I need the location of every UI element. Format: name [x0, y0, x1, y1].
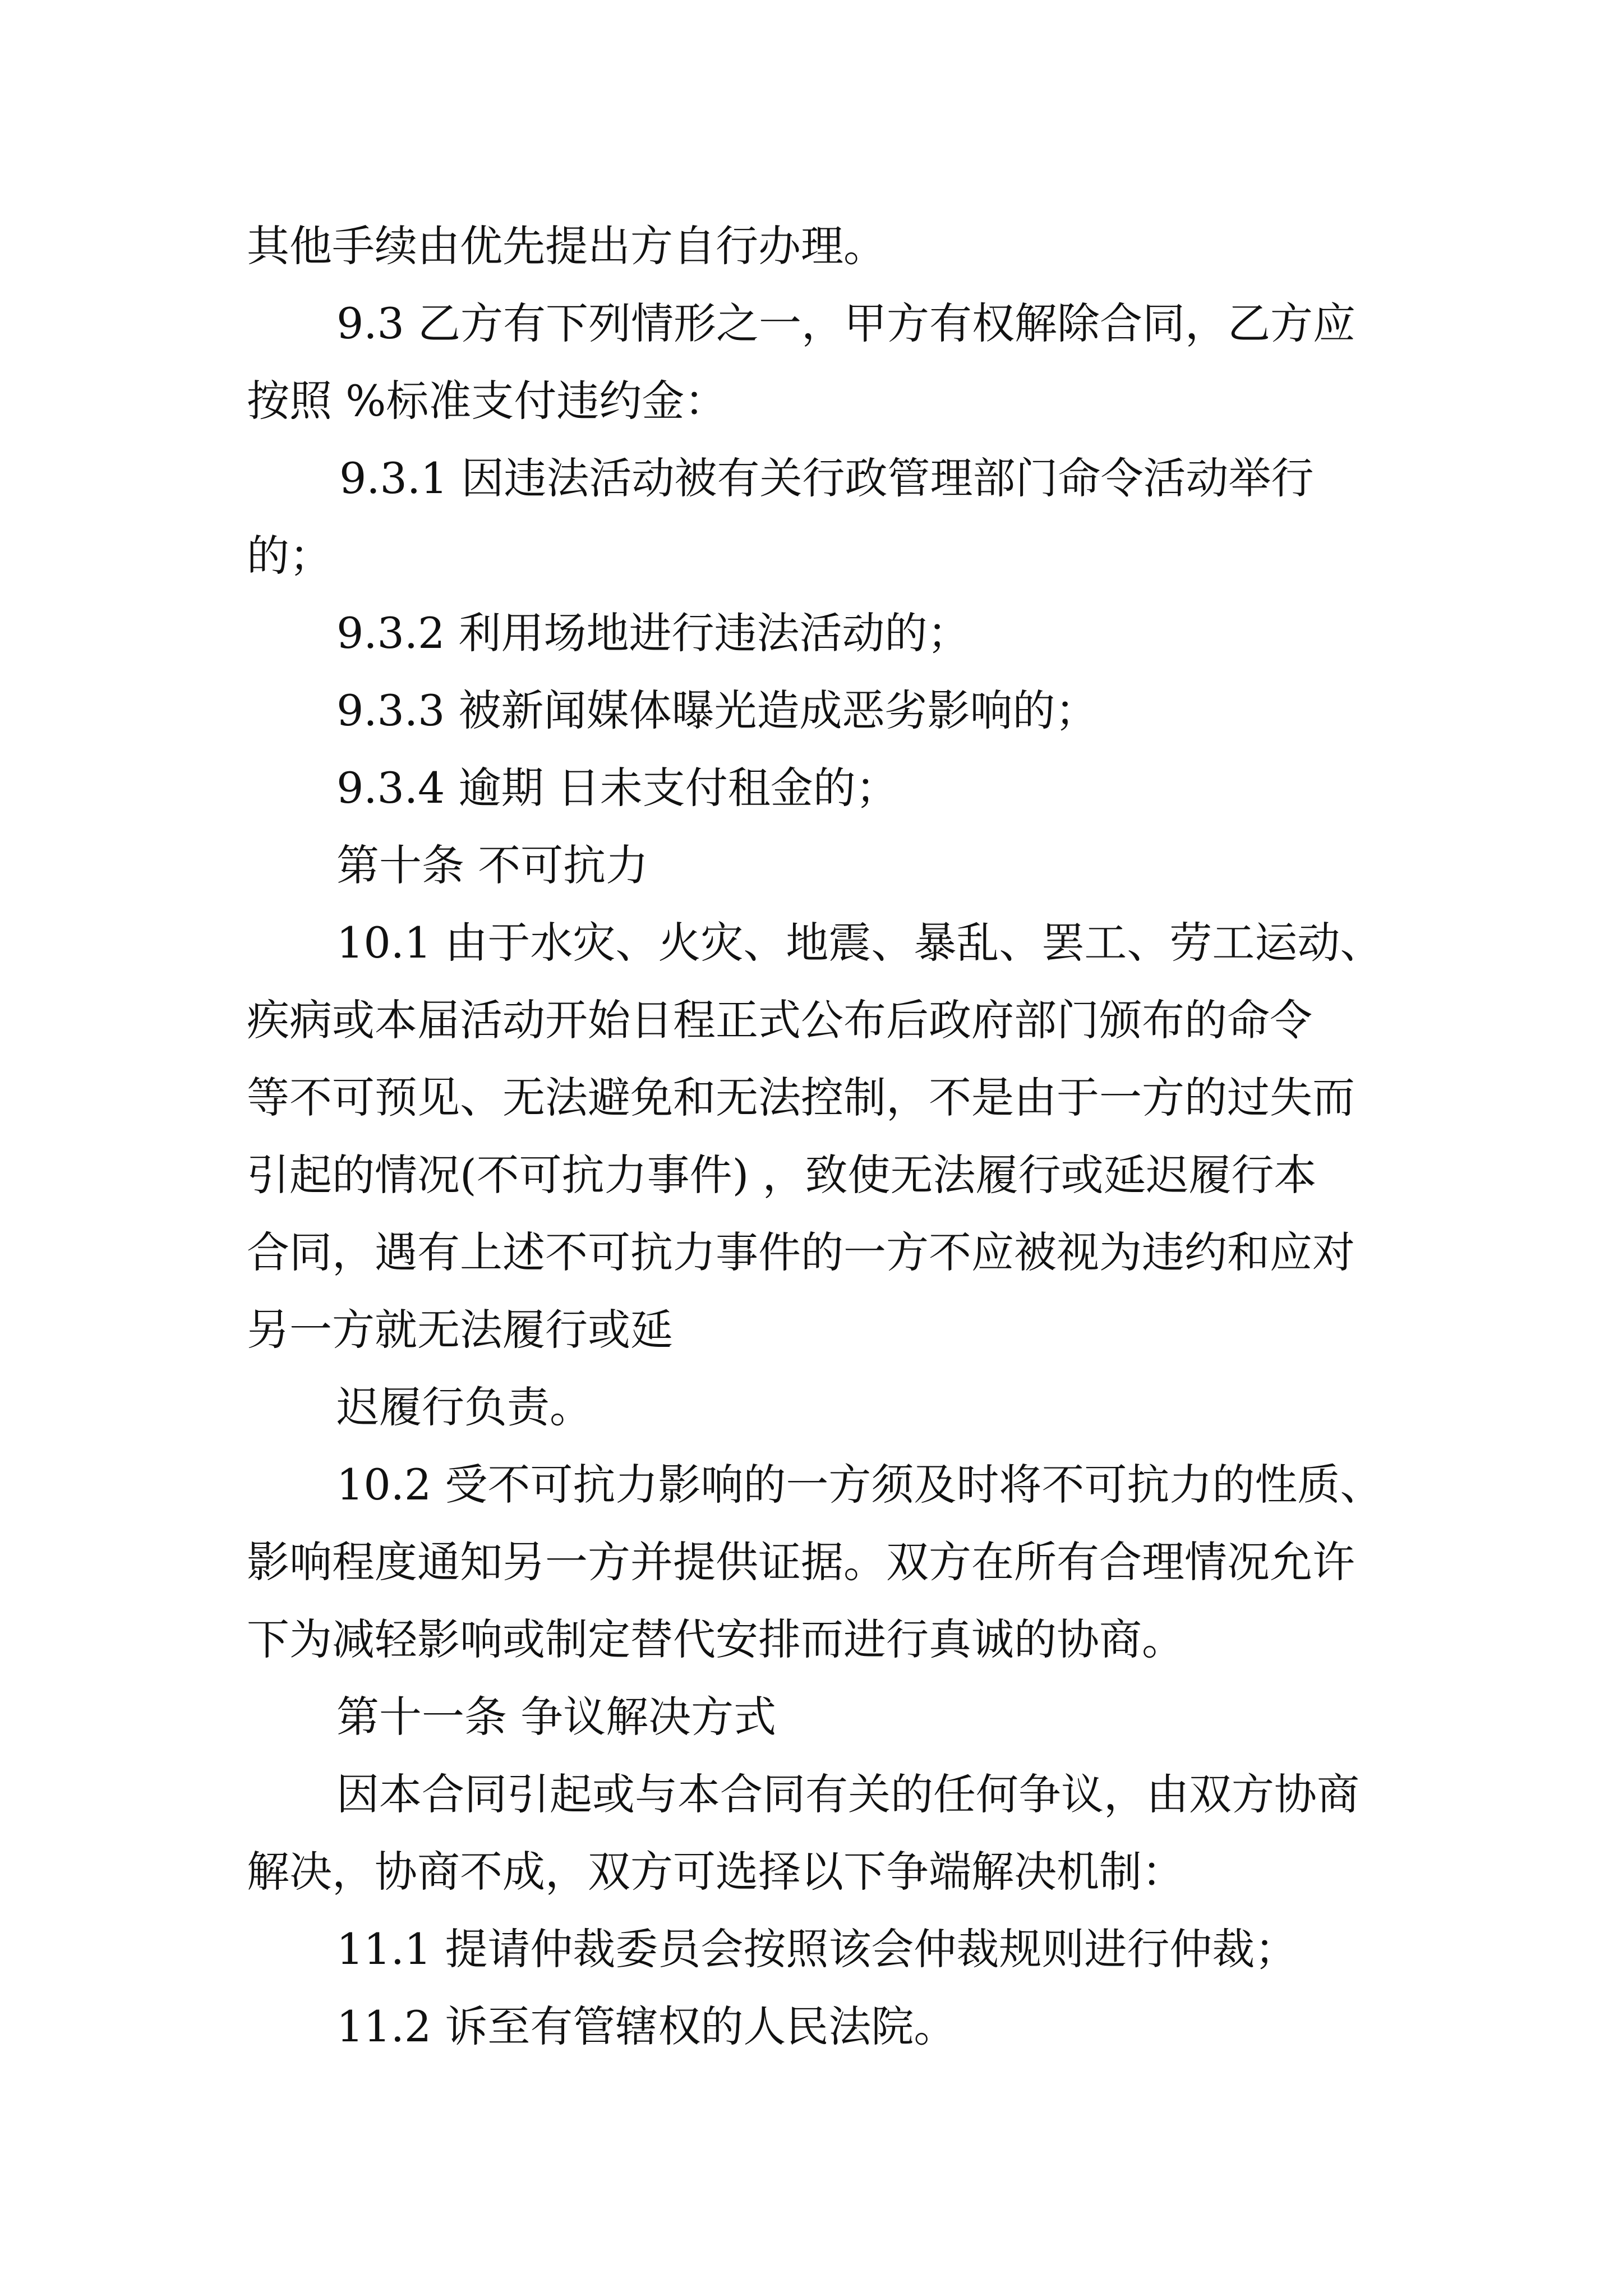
text-line: 等不可预见、无法避免和无法控制，不是由于一方的过失而	[247, 1073, 1355, 1122]
text-line: 因本合同引起或与本合同有关的任何争议，由双方协商	[336, 1769, 1359, 1819]
clause-10-1-continued	[247, 1369, 1396, 1446]
text-line: 9.3.4 逾期 日未支付租金的；	[336, 763, 898, 813]
dispute-paragraph	[247, 1756, 1396, 1911]
text-line: 11.2 诉至有管辖权的人民法院。	[336, 2001, 957, 2051]
text-line: 9.3.1 因违法活动被有关行政管理部门命令活动举行	[339, 453, 1314, 503]
text-line: 10.1 由于水灾、火灾、地震、暴乱、罢工、劳工运动、	[336, 918, 1383, 968]
section-heading-10	[247, 827, 1396, 904]
paragraph-other-procedures	[247, 208, 1396, 285]
text-line: 另一方就无法履行或延	[247, 1305, 673, 1355]
clause-11-1	[247, 1911, 1396, 1988]
text-line: 10.2 受不可抗力影响的一方须及时将不可抗力的性质、	[336, 1460, 1383, 1510]
text-line: 第十条 不可抗力	[336, 840, 649, 890]
text-line: 9.3 乙方有下列情形之一，甲方有权解除合同，乙方应	[336, 298, 1356, 348]
text-line: 的；	[247, 531, 332, 581]
clause-9-3-4	[247, 749, 1396, 827]
text-line: 9.3.3 被新闻媒体曝光造成恶劣影响的；	[336, 685, 1098, 735]
text-line: 9.3.2 利用场地进行违法活动的；	[336, 608, 970, 658]
clause-11-2	[247, 1988, 1396, 2065]
clause-9-3	[247, 285, 1396, 440]
text-line: 疾病或本届活动开始日程正式公布后政府部门颁布的命令	[247, 995, 1312, 1045]
text-line: 迟履行负责。	[336, 1382, 592, 1432]
text-line: 解决，协商不成，双方可选择以下争端解决机制：	[247, 1847, 1184, 1897]
text-line: 第十一条 争议解决方式	[336, 1692, 777, 1742]
clause-9-3-2	[247, 595, 1396, 672]
text-line: 按照 %标准支付违约金：	[247, 376, 727, 426]
text-line: 11.1 提请仲裁委员会按照该会仲裁规则进行仲裁；	[336, 1924, 1298, 1974]
text-line: 下为减轻影响或制定替代安排而进行真诚的协商。	[247, 1614, 1184, 1664]
clause-10-2	[247, 1446, 1396, 1678]
text-line: 其他手续由优先提出方自行办理。	[247, 221, 886, 271]
section-heading-11	[247, 1678, 1396, 1756]
text-line: 引起的情况(不可抗力事件) ，致使无法履行或延迟履行本	[247, 1150, 1317, 1200]
clause-10-1	[247, 904, 1396, 1369]
clause-9-3-3	[247, 672, 1396, 749]
text-line: 合同，遇有上述不可抗力事件的一方不应被视为违约和应对	[247, 1227, 1355, 1277]
clause-9-3-1	[247, 440, 1396, 595]
text-line: 影响程度通知另一方并提供证据。双方在所有合理情况允许	[247, 1537, 1355, 1587]
